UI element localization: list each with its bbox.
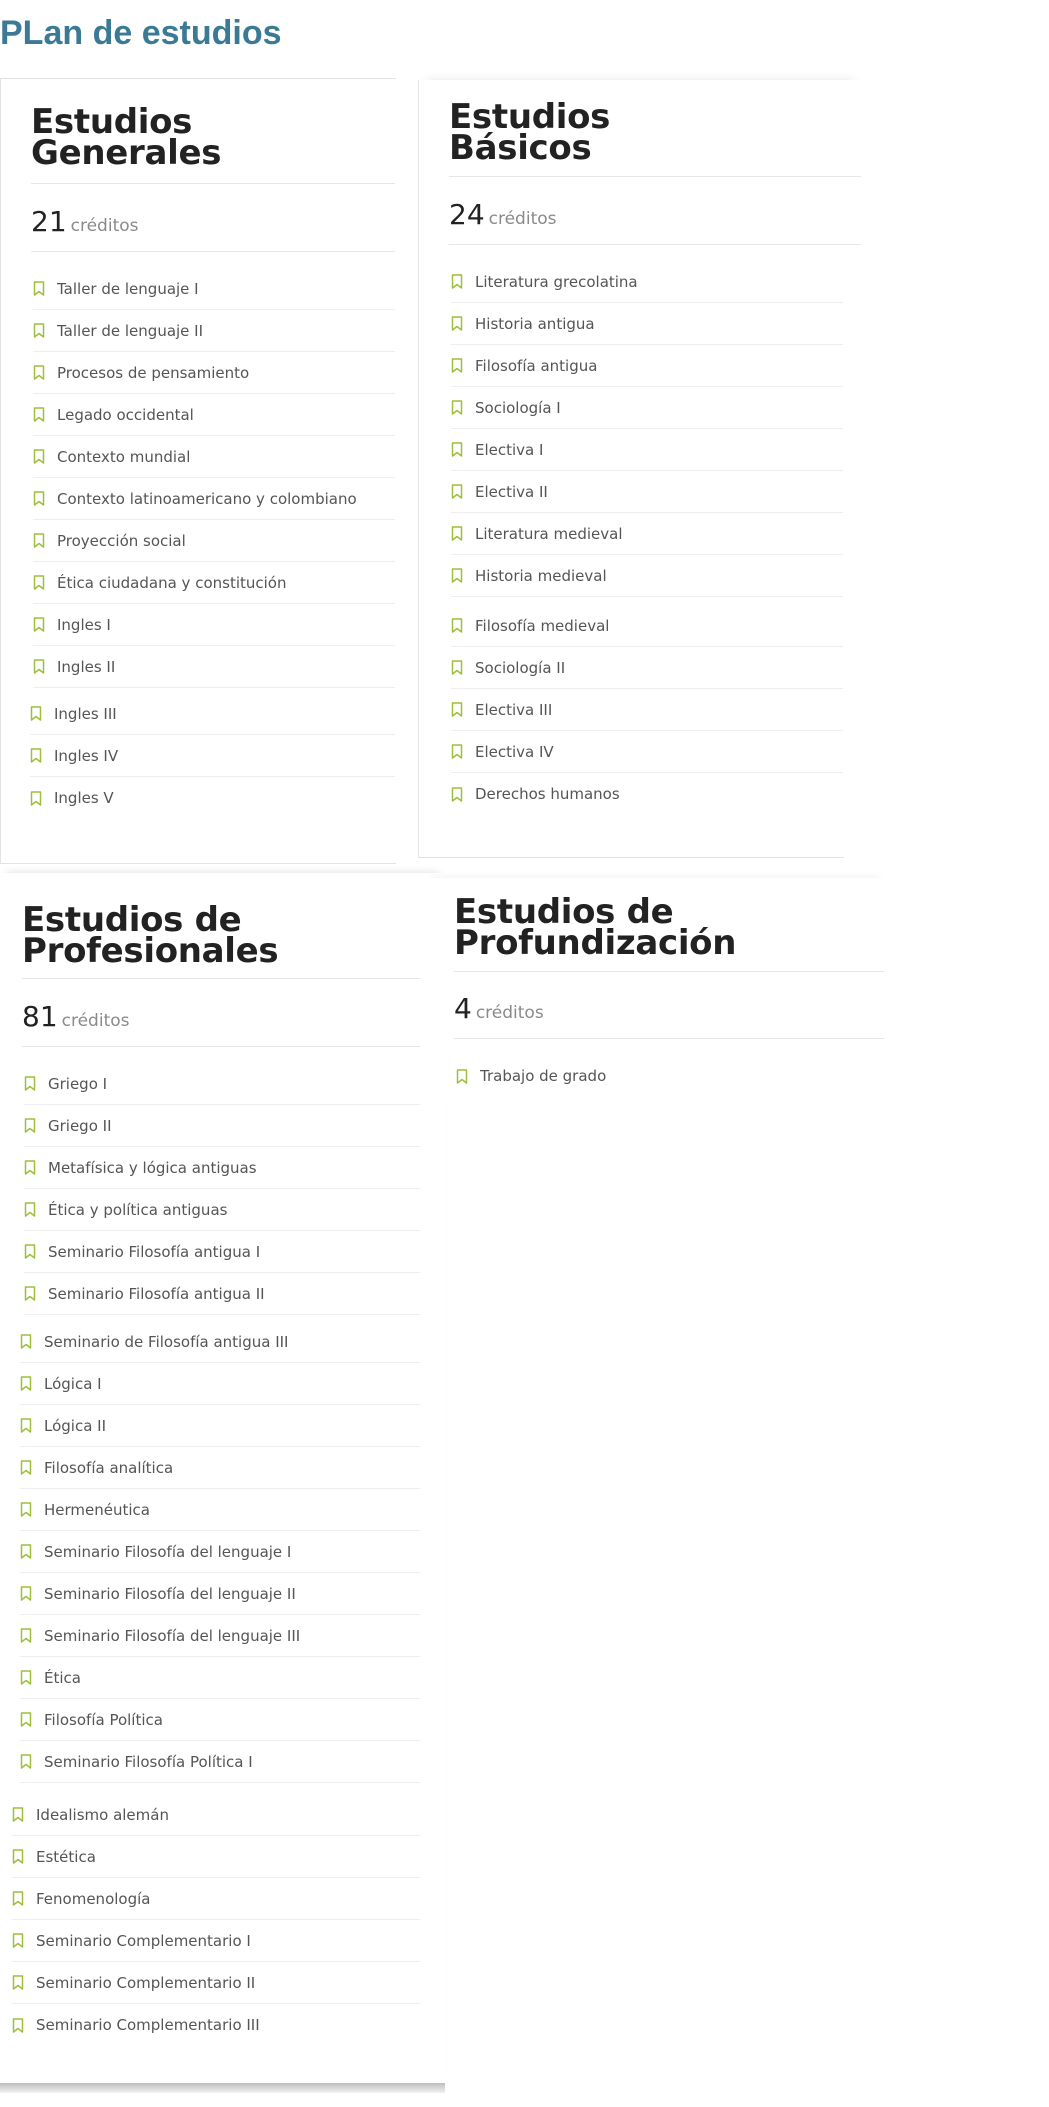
course-name: Ética ciudadana y constitución [57,573,287,592]
bookmark-icon [24,1160,36,1175]
bookmark-icon [12,1933,24,1948]
course-name: Historia antigua [475,314,595,333]
course-name: Seminario Complementario II [36,1973,256,1992]
list-item [20,1405,420,1447]
course-name: Filosofía medieval [475,616,610,635]
course-name: Sociología II [475,658,566,677]
section-estudios-profundizacion [425,878,885,1098]
list-item [451,647,843,689]
bookmark-icon [20,1544,32,1559]
list-item [20,1531,420,1573]
bookmark-icon [451,660,463,675]
bookmark-icon [451,526,463,541]
course-name: Seminario Filosofía antigua I [48,1242,261,1261]
bookmark-icon [33,407,45,422]
course-name: Seminario Complementario III [36,2016,260,2034]
section-estudios-generales [0,78,396,864]
list-item [20,1363,420,1405]
course-name: Seminario de Filosofía antigua III [44,1332,289,1351]
section-heading: Estudios de Profundización [454,892,737,963]
list-item [24,1147,420,1189]
course-name: Griego I [48,1074,108,1093]
credits-count: 81 créditos [22,1000,130,1033]
list-item [12,1794,420,1836]
bookmark-icon [24,1202,36,1217]
list-item [33,394,395,436]
bookmark-icon [451,484,463,499]
credits-count: 21 créditos [31,205,139,238]
bookmark-icon [20,1376,32,1391]
list-item [20,1657,420,1699]
section-estudios-basicos [418,80,862,858]
bookmark-icon [12,1807,24,1822]
course-name: Fenomenología [36,1889,151,1908]
bookmark-icon [33,281,45,296]
bookmark-icon [20,1670,32,1685]
bookmark-icon [12,1849,24,1864]
course-name: Electiva III [475,700,553,719]
course-name: Seminario Filosofía del lenguaje III [44,1626,301,1645]
bookmark-icon [451,702,463,717]
course-name: Ética y política antiguas [48,1200,228,1219]
list-item [456,1055,884,1097]
course-name: Taller de lenguaje II [57,321,204,340]
bookmark-icon [451,618,463,633]
course-name: Trabajo de grado [480,1067,607,1085]
section-estudios-profesionales [0,873,445,2093]
course-name: Literatura grecolatina [475,272,638,291]
course-name: Ingles III [54,704,117,723]
list-item [12,1962,420,2004]
list-item [24,1231,420,1273]
bookmark-icon [451,744,463,759]
list-item [451,261,843,303]
course-name: Ingles IV [54,746,119,765]
course-name: Seminario Filosofía Política I [44,1752,253,1771]
bookmark-icon [451,358,463,373]
list-item [20,1615,420,1657]
bookmark-icon [451,787,463,802]
bookmark-icon [12,1891,24,1906]
bookmark-icon [20,1712,32,1727]
list-item [451,345,843,387]
bookmark-icon [30,791,42,806]
bookmark-icon [12,2018,24,2033]
course-name: Ingles I [57,615,111,634]
list-item [20,1573,420,1615]
bookmark-icon [456,1069,468,1084]
course-name: Ingles II [57,657,116,676]
list-item [12,1836,420,1878]
bookmark-icon [451,400,463,415]
bookmark-icon [20,1586,32,1601]
list-item [30,693,395,735]
course-name: Literatura medieval [475,524,623,543]
course-name: Metafísica y lógica antiguas [48,1158,257,1177]
list-item [33,478,395,520]
bookmark-icon [20,1628,32,1643]
course-name: Seminario Filosofía del lenguaje I [44,1542,292,1561]
course-name: Idealismo alemán [36,1805,169,1824]
course-name: Seminario Filosofía del lenguaje II [44,1584,296,1603]
bookmark-icon [33,491,45,506]
course-name: Filosofía antigua [475,356,598,375]
bookmark-icon [24,1118,36,1133]
course-name: Ética [44,1668,81,1687]
list-item [20,1699,420,1741]
list-item [33,520,395,562]
list-item [33,604,395,646]
course-name: Hermenéutica [44,1500,150,1519]
bookmark-icon [33,533,45,548]
course-name: Historia medieval [475,566,607,585]
list-item [451,429,843,471]
bookmark-icon [451,442,463,457]
bookmark-icon [451,316,463,331]
list-item [30,735,395,777]
course-name: Derechos humanos [475,785,620,803]
list-item [12,1878,420,1920]
course-name: Contexto latinoamericano y colombiano [57,489,357,508]
bookmark-icon [30,706,42,721]
list-item [451,513,843,555]
course-name: Lógica II [44,1416,107,1435]
section-heading: Estudios Generales [31,102,222,173]
course-name: Seminario Filosofía antigua II [48,1284,265,1303]
bookmark-icon [20,1754,32,1769]
credits-count: 4 créditos [454,992,544,1025]
course-name: Electiva IV [475,742,554,761]
list-item [20,1489,420,1531]
list-item [20,1321,420,1363]
bookmark-icon [33,323,45,338]
section-heading: Estudios Básicos [449,97,611,168]
list-item [451,555,843,597]
list-item [451,773,843,815]
list-item [33,436,395,478]
section-heading: Estudios de Profesionales [22,900,279,971]
course-name: Sociología I [475,398,561,417]
bookmark-icon [24,1244,36,1259]
list-item [33,562,395,604]
list-item [24,1189,420,1231]
course-name: Electiva II [475,482,548,501]
course-name: Filosofía Política [44,1710,163,1729]
list-item [12,2004,420,2046]
bookmark-icon [12,1975,24,1990]
bookmark-icon [20,1460,32,1475]
course-name: Seminario Complementario I [36,1931,251,1950]
bookmark-icon [30,748,42,763]
course-name: Procesos de pensamiento [57,363,250,382]
list-item [33,352,395,394]
bookmark-icon [20,1502,32,1517]
credits-count: 24 créditos [449,198,557,231]
list-item [451,731,843,773]
bookmark-icon [451,274,463,289]
list-item [33,310,395,352]
course-name: Estética [36,1847,96,1866]
page-title: PLan de estudios [0,14,282,52]
list-item [33,646,395,688]
list-item [24,1105,420,1147]
list-item [24,1273,420,1315]
bookmark-icon [33,617,45,632]
course-name: Lógica I [44,1374,102,1393]
list-item [24,1063,420,1105]
course-name: Contexto mundial [57,447,191,466]
course-name: Taller de lenguaje I [57,279,199,298]
course-name: Proyección social [57,531,186,550]
list-item [451,605,843,647]
list-item [33,268,395,310]
bookmark-icon [33,449,45,464]
course-name: Legado occidental [57,405,194,424]
bookmark-icon [20,1334,32,1349]
course-name: Filosofía analítica [44,1458,174,1477]
list-item [12,1920,420,1962]
bookmark-icon [20,1418,32,1433]
bookmark-icon [33,575,45,590]
list-item [451,689,843,731]
list-item [30,777,395,819]
bookmark-icon [451,568,463,583]
list-item [20,1447,420,1489]
list-item [20,1741,420,1783]
course-name: Ingles V [54,789,114,807]
bookmark-icon [33,659,45,674]
bookmark-icon [24,1286,36,1301]
list-item [451,387,843,429]
bookmark-icon [33,365,45,380]
course-name: Griego II [48,1116,112,1135]
course-name: Electiva I [475,440,544,459]
list-item [451,303,843,345]
bookmark-icon [24,1076,36,1091]
list-item [451,471,843,513]
